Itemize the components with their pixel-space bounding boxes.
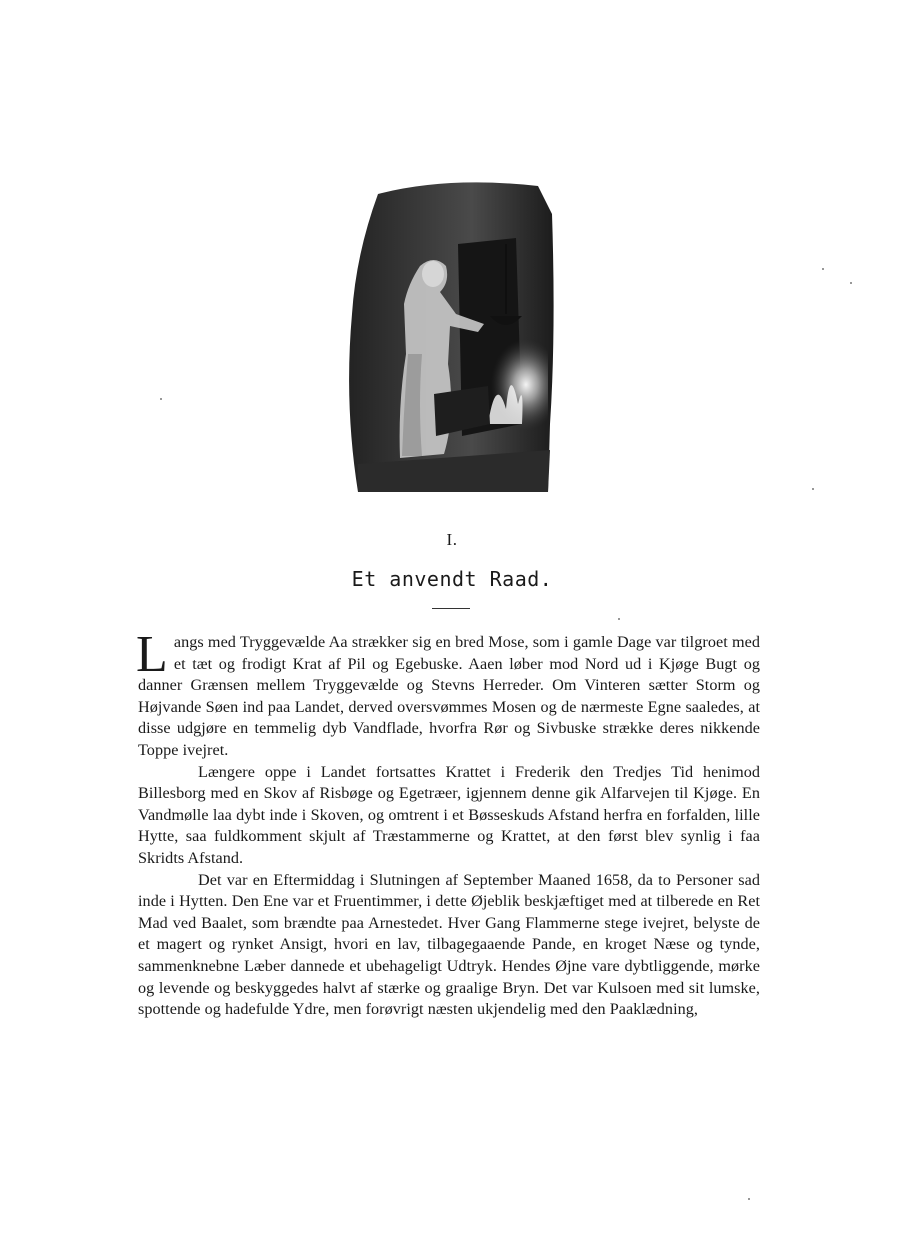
page-speck [850, 282, 852, 284]
paragraph-1-text: angs med Tryggevælde Aa strækker sig en bred Mose, som i gamle Dage var tilgroet med et tæt og frodigt Krat af Pil og Egebuske. Aaen løber mod Nord ud i Kjøge Bugt og danner Grænsen mellem Tryggevælde og Stevns Herreder. Om Vinteren sætter Storm og Højvande Søen ind paa Landet, derved oversvømmes Mosen og de nærmeste Egne saaledes, at disse udgjøre en temmelig dyb Vandflade, hvorfra Rør og Sivbuske strække deres nikkende Toppe ivejret. [138, 633, 760, 759]
page-speck [160, 398, 162, 400]
paragraph-3: Det var en Eftermiddag i Slutningen af September Maaned 1658, da to Personer sad inde i Hytten. Den Ene var et Fruentimmer, i dette Øjeblik beskjæftiget med at tilberede en Ret Mad ved Baalet, som brændte paa Arnestedet. Hver Gang Flammerne stege ivejret, belyste de et magert og rynket Ansigt, hvori en lav, tilbagegaaende Pande, en kroget Næse og tynde, sammenknebne Læber dannede et ubehageligt Udtryk. Hendes Øjne vare dybtliggende, mørke og levende og beskyggedes halvt af stærke og graalige Bryn. Det var Kulsoen med sit lumske, spottende og hadefulde Ydre, men forøvrigt næsten ukjendelig med den Paaklædning, [138, 870, 760, 1019]
chapter-number: I. [446, 530, 458, 549]
paragraph-2: Længere oppe i Landet fortsattes Krattet i Frederik den Tredjes Tid henimod Billesborg med en Skov af Risbøge og Egetræer, igjennem denne gik Alfarvejen til Kjøge. En Vandmølle laa dybt inde i Skoven, og omtrent i et Bøsseskuds Afstand herfra en forfalden, lille Hytte, saa fuldkomment skjult af Træstammerne og Krattet, at den først blev synlig i faa Skridts Afstand. [138, 762, 760, 867]
chapter-title: Et anvendt Raad. [351, 567, 553, 591]
title-divider [432, 608, 470, 609]
page-speck [618, 618, 620, 620]
page-speck [822, 268, 824, 270]
page-speck [812, 488, 814, 490]
drop-cap: L [136, 626, 168, 683]
chapter-body [136, 626, 760, 1021]
paragraph-1 [136, 626, 760, 762]
page-speck [748, 1198, 750, 1200]
engraving-woman-at-hearth [338, 174, 558, 496]
